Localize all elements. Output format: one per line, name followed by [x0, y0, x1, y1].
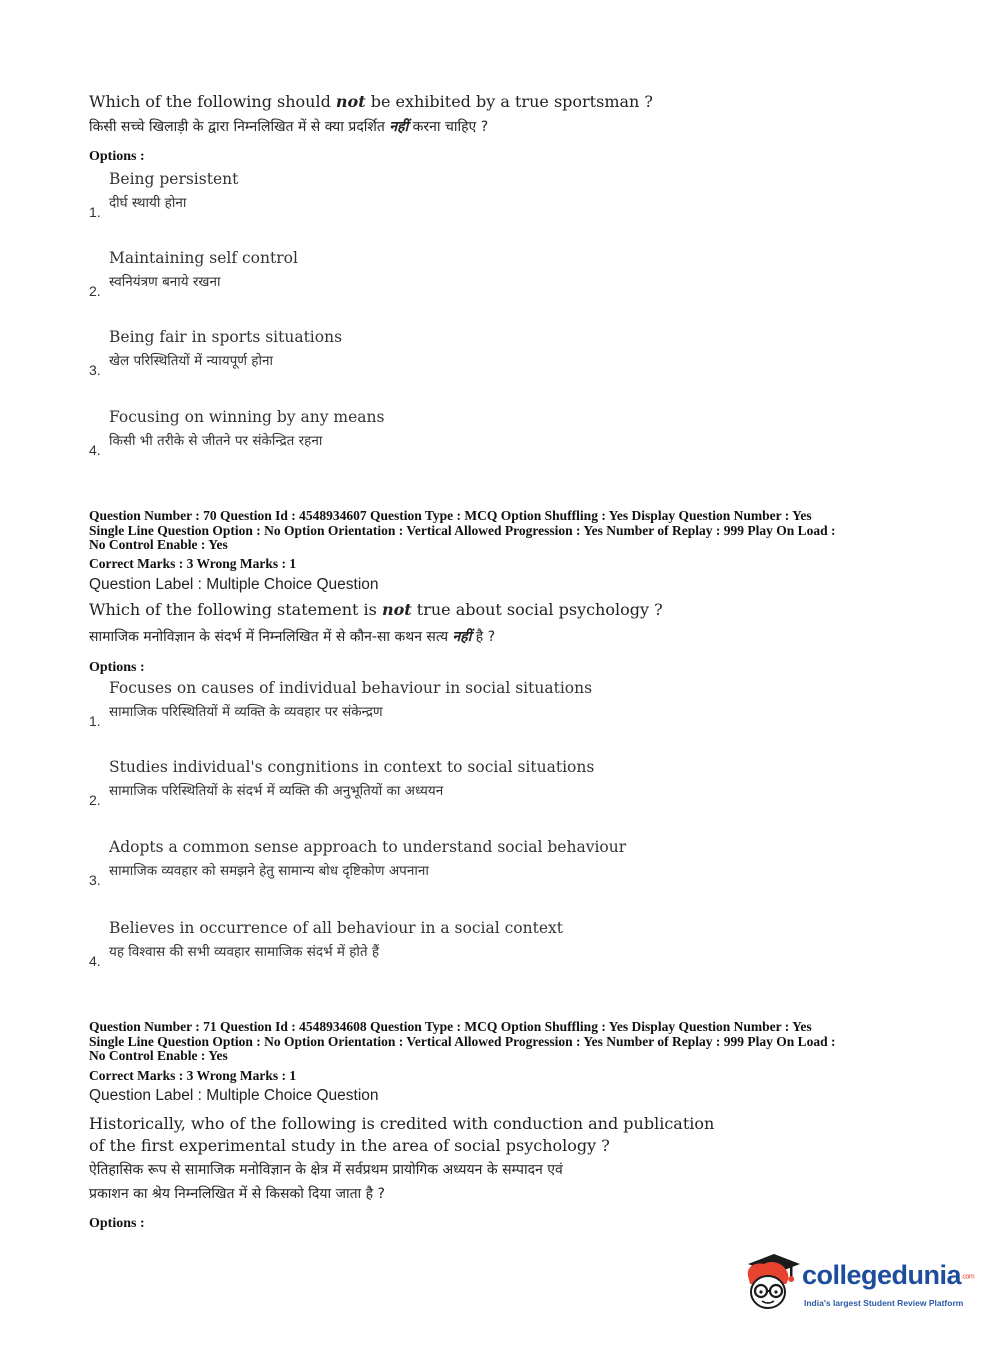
option-number: 4. — [89, 953, 101, 969]
option-text-hi: सामाजिक परिस्थितियों के संदर्भ में व्यक्ति की अनुभूतियों का अध्ययन — [109, 783, 444, 799]
brand-name: collegedunia.com — [802, 1260, 975, 1290]
q69-text-hi: किसी सच्चे खिलाड़ी के द्वारा निम्नलिखित में से क्या प्रदर्शित नहीं करना चाहिए ? — [89, 119, 489, 135]
q70-marks: Correct Marks : 3 Wrong Marks : 1 — [89, 556, 297, 571]
option-text-hi: दीर्घ स्थायी होना — [109, 195, 187, 211]
option-text-hi: सामाजिक व्यवहार को समझने हेतु सामान्य बोध दृष्टिकोण अपनाना — [109, 863, 429, 879]
option-text-hi: यह विश्वास की सभी व्यवहार सामाजिक संदर्भ में होते हैं — [109, 944, 380, 960]
brand-suffix: .com — [961, 1273, 975, 1281]
option-text-hi: सामाजिक परिस्थितियों में व्यक्ति के व्यवहार पर संकेन्द्रण — [109, 704, 383, 720]
option-text-en: Maintaining self control — [109, 249, 298, 267]
meta-line: Single Line Question Option : No Option Orientation : Vertical Allowed Progression : Yes Number of Replay : 999 Play On Load : — [89, 1033, 836, 1049]
option-text-en: Adopts a common sense approach to understand social behaviour — [109, 838, 627, 856]
student-mascot-icon — [740, 1250, 802, 1316]
meta-line: No Control Enable : Yes — [89, 1048, 228, 1063]
q69-option-4[interactable] — [89, 408, 789, 468]
option-text-en: Believes in occurrence of all behaviour in a social context — [109, 919, 563, 937]
option-number: 3. — [89, 362, 101, 378]
q71-text-en-line-2: of the first experimental study in the area of social psychology ? — [89, 1136, 610, 1155]
meta-line: No Control Enable : Yes — [89, 537, 228, 552]
q69-text-en: Which of the following should not be exhibited by a true sportsman ? — [89, 92, 653, 111]
option-text-hi: खेल परिस्थितियों में न्यायपूर्ण होना — [109, 353, 273, 369]
option-number: 1. — [89, 204, 101, 220]
q71-text-en-line-1: Historically, who of the following is credited with conduction and publication — [89, 1114, 715, 1133]
option-text-en: Being persistent — [109, 170, 239, 188]
option-text-en: Focuses on causes of individual behaviour in social situations — [109, 679, 593, 697]
q71-question-label: Question Label : Multiple Choice Question — [89, 1087, 379, 1104]
q69-option-1[interactable] — [89, 170, 789, 230]
q70-meta — [89, 509, 919, 553]
meta-line: Single Line Question Option : No Option Orientation : Vertical Allowed Progression : Yes Number of Replay : 999 Play On Load : — [89, 522, 836, 538]
option-number: 4. — [89, 442, 101, 458]
q70-question-label: Question Label : Multiple Choice Question — [89, 576, 379, 593]
q70-options-heading: Options : — [89, 660, 145, 675]
option-number: 3. — [89, 872, 101, 888]
q71-options-heading: Options : — [89, 1216, 145, 1231]
q71-text-hi-line-2: प्रकाशन का श्रेय निम्नलिखित में से किसको दिया जाता है ? — [89, 1186, 385, 1202]
meta-line: Question Number : 70 Question Id : 4548934607 Question Type : MCQ Option Shuffling : Yes Display Question Number : Yes — [89, 508, 812, 523]
option-number: 2. — [89, 283, 101, 299]
option-text-en: Studies individual's congnitions in context to social situations — [109, 758, 595, 776]
q70-option-1[interactable] — [89, 679, 789, 739]
q71-marks: Correct Marks : 3 Wrong Marks : 1 — [89, 1068, 297, 1083]
collegedunia-logo — [740, 1248, 975, 1322]
q71-meta — [89, 1020, 919, 1064]
q71-text-hi-line-1: ऐतिहासिक रूप से सामाजिक मनोविज्ञान के क्षेत्र में सर्वप्रथम प्रायोगिक अध्ययन के सम्पादन एवं — [89, 1162, 563, 1178]
q70-option-3[interactable] — [89, 838, 789, 898]
q70-option-4[interactable] — [89, 919, 789, 979]
option-text-hi: किसी भी तरीके से जीतने पर संकेन्द्रित रहना — [109, 433, 323, 449]
option-text-hi: स्वनियंत्रण बनाये रखना — [109, 274, 221, 290]
q69-options-heading: Options : — [89, 149, 145, 164]
q69-option-3[interactable] — [89, 328, 789, 388]
option-number: 1. — [89, 713, 101, 729]
q70-text-en: Which of the following statement is not true about social psychology ? — [89, 600, 663, 619]
option-text-en: Being fair in sports situations — [109, 328, 343, 346]
q70-option-2[interactable] — [89, 758, 789, 818]
q70-text-hi: सामाजिक मनोविज्ञान के संदर्भ में निम्नलिखित में से कौन-सा कथन सत्य नहीं है ? — [89, 629, 496, 645]
meta-line: Question Number : 71 Question Id : 4548934608 Question Type : MCQ Option Shuffling : Yes Display Question Number : Yes — [89, 1019, 812, 1034]
option-number: 2. — [89, 792, 101, 808]
q69-option-2[interactable] — [89, 249, 789, 309]
option-text-en: Focusing on winning by any means — [109, 408, 385, 426]
brand-tagline: India's largest Student Review Platform — [804, 1298, 964, 1308]
